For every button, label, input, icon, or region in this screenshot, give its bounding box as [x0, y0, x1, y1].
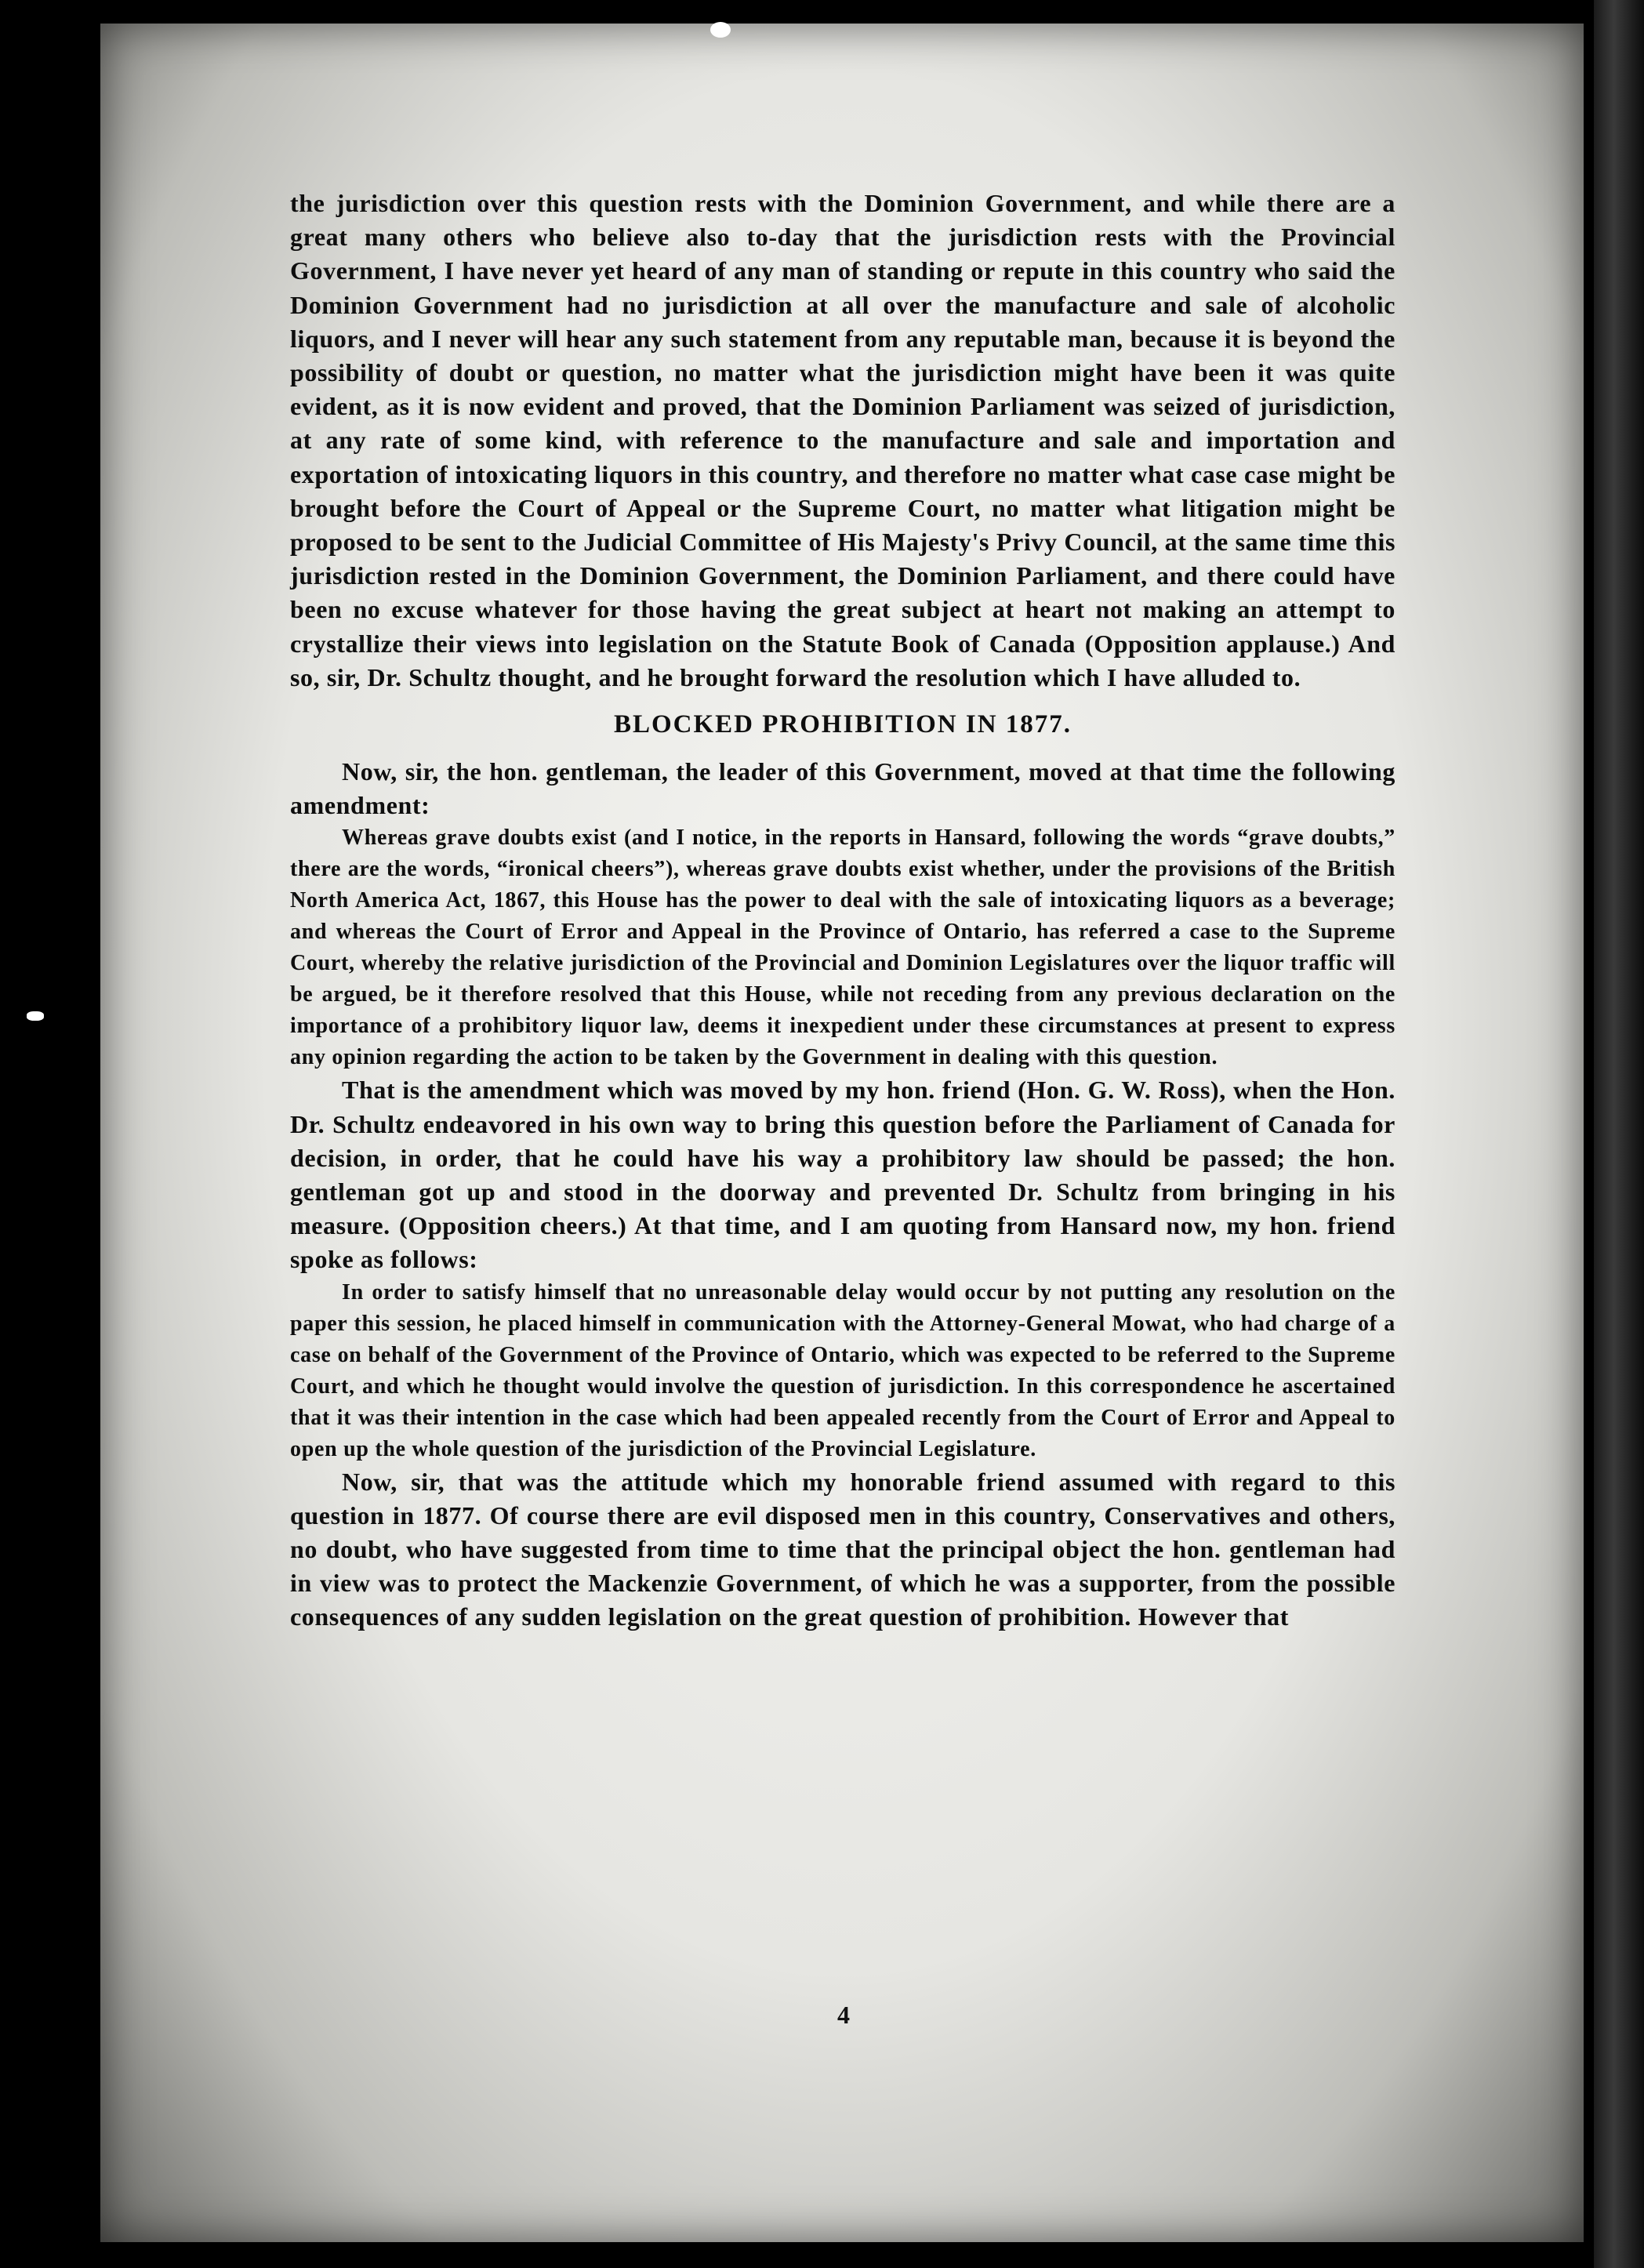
paragraph: the jurisdiction over this question rests with the Dominion Government, and while there are a great many others who believe also to-day that the jurisdiction rests with the Provincial Government, I have never yet heard of any man of standing or repute in this country who said the Dominion Government had no jurisdiction at all over the manufacture and sale of alcoholic liquors, and I never will hear any such statement from any reputable man, because it is beyond the possibility of doubt or question, no matter what the jurisdiction might have been it was quite evident, as it is now evident and proved, that the Dominion Parliament was seized of jurisdiction, at any rate of some kind, with reference to the manufacture and sale and importation and exportation of intoxicating liquors in this country, and therefore no matter what case case might be brought before the Court of Appeal or the Supreme Court, no matter what litigation might be proposed to be sent to the Judicial Committee of His Majesty's Privy Council, at the same time this jurisdiction rested in the Dominion Government, the Dominion Parliament, and there could have been no excuse whatever for those having the great subject at heart not making an attempt to crystallize their views into legislation on the Statute Book of Canada (Opposition applause.) And so, sir, Dr. Schultz thought, and he brought forward the resolution which I have alluded to. — [290, 189, 1395, 691]
block-quote: In order to satisfy himself that no unreasonable delay would occur by not putting any resolution on the paper this session, he placed himself in communication with the Attorney-General Mowat, who had charge of a case on behalf of the Government of the Province of Ontario, which was expected to be referred to the Supreme Court, and which he thought would involve the question of jurisdiction. In this correspondence he ascertained that it was their intention in the case which had been appealed recently from the Court of Error and Appeal to open up the whole question of the jurisdiction of the Provincial Legislature. — [290, 1279, 1395, 1461]
paragraph: Now, sir, that was the attitude which my honorable friend assumed with regard to this question in 1877. Of course there are evil disposed men in this country, Conservatives and others, no doubt, who have suggested from time to time that the principal object the hon. gentleman had in view was to protect the Mackenzie Government, of which he was a supporter, from the possible consequences of any sudden legislation on the great question of prohibition. However that — [290, 1467, 1395, 1631]
scan-speck — [710, 22, 731, 38]
block-quote: Whereas grave doubts exist (and I notice, in the reports in Hansard, following the words “grave doubts,” there are the words, “ironical cheers”), whereas grave doubts exist whether, under the provisions of the British North America Act, 1867, this House has the power to deal with the sale of intoxicating liquors as a beverage; and whereas the Court of Error and Appeal in the Province of Ontario, has referred a case to the Supreme Court, whereby the relative jurisdiction of the Provincial and Dominion Legislatures over the liquor traffic will be argued, be it therefore resolved that this House, while not receding from any previous declaration on the importance of a prohibitory liquor law, deems it inexpedient under these circumstances at present to express any opinion regarding the action to be taken by the Government in dealing with this question. — [290, 826, 1395, 1070]
paragraph: That is the amendment which was moved by my hon. friend (Hon. G. W. Ross), when the Hon. Dr. Schultz endeavored in his own way to bring this question before the Parliament of Canada for decision, in order, that he could have his way a prohibitory law should be passed; the hon. gentleman got up and stood in the doorway and prevented Dr. Schultz from bringing in his measure. (Opposition cheers.) At that time, and I am quoting from Hansard now, my hon. friend spoke as follows: — [290, 1076, 1395, 1274]
section-heading: BLOCKED PROHIBITION IN 1877. — [613, 710, 1072, 739]
page-number: 4 — [837, 2001, 850, 2029]
scan-speck — [27, 1011, 44, 1021]
body-text — [290, 187, 1395, 1635]
page-binding-edge — [1594, 0, 1644, 2268]
paragraph: Now, sir, the hon. gentleman, the leader of this Government, moved at that time the following amendment: — [290, 757, 1395, 820]
